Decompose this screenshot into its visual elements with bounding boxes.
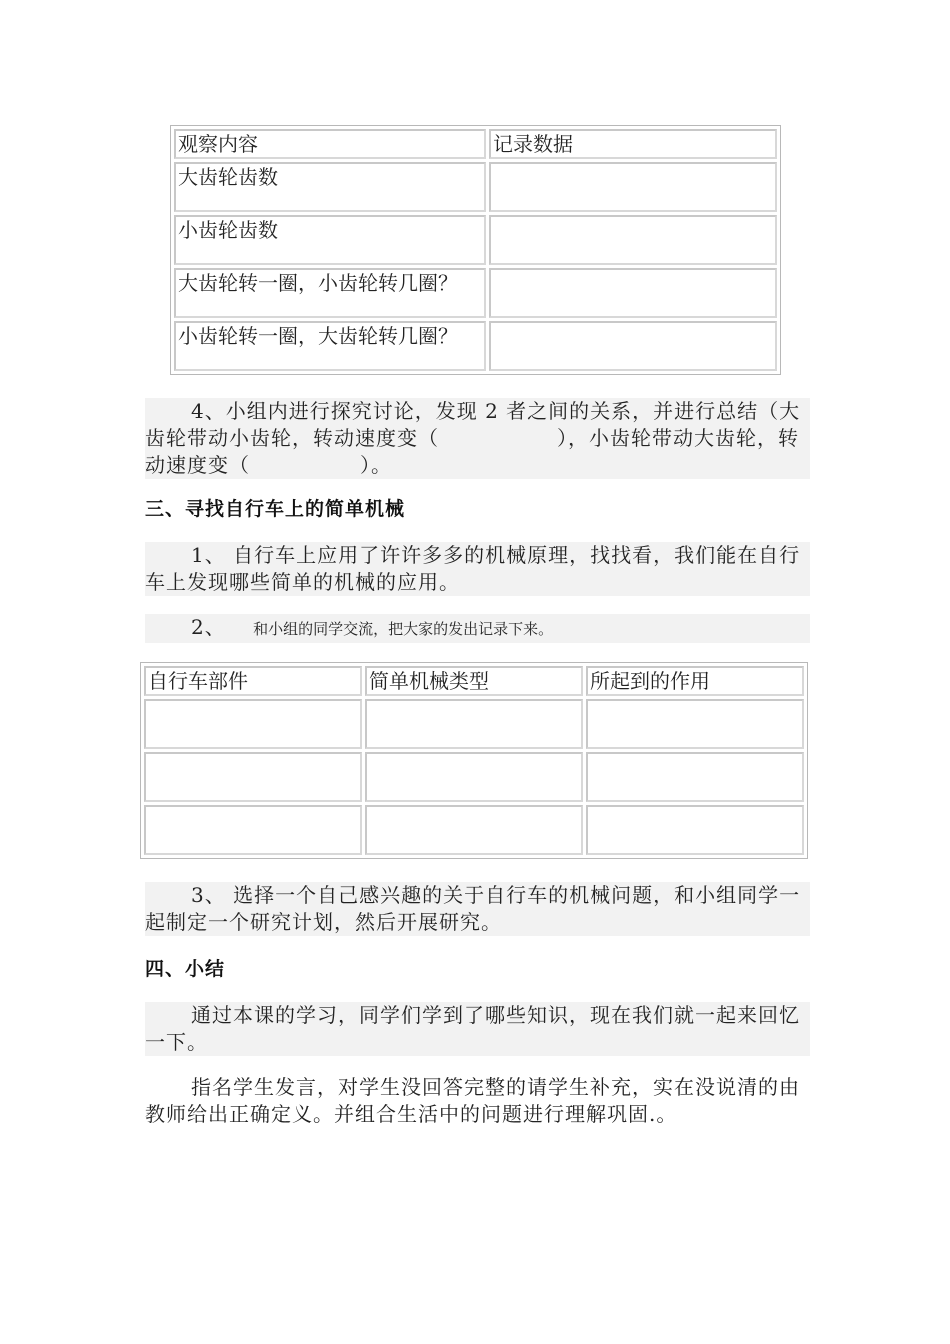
table-cell-empty xyxy=(365,752,583,802)
table-cell-empty xyxy=(489,215,777,265)
table-cell: 大齿轮齿数 xyxy=(174,162,486,212)
table-header-cell: 简单机械类型 xyxy=(365,666,583,696)
research-plan-paragraph: 3、 选择一个自己感兴趣的关于自行车的机械问题，和小组同学一起制定一个研究计划，然后开展研究。 xyxy=(145,882,810,936)
table-cell: 小齿轮转一圈，大齿轮转几圈？ xyxy=(174,321,486,371)
table-header-cell: 观察内容 xyxy=(174,129,486,159)
bicycle-machine-table xyxy=(140,662,808,859)
table-row xyxy=(174,162,777,212)
table-cell-empty xyxy=(365,699,583,749)
table-row xyxy=(144,699,804,749)
table-cell-empty xyxy=(586,805,804,855)
table-row xyxy=(174,321,777,371)
paragraph-text: 和小组的同学交流，把大家的发出记录下来。 xyxy=(253,620,554,638)
table-cell: 小齿轮齿数 xyxy=(174,215,486,265)
summary-paragraph xyxy=(145,398,810,479)
table-header-row xyxy=(174,129,777,159)
summary-text-part3: ）。 xyxy=(360,453,392,477)
table-cell-empty xyxy=(586,752,804,802)
table-row xyxy=(144,805,804,855)
table-header-cell: 所起到的作用 xyxy=(586,666,804,696)
table-cell-empty xyxy=(489,268,777,318)
section4-paragraph-1: 通过本课的学习，同学们学到了哪些知识，现在我们就一起来回忆一下。 xyxy=(145,1002,810,1056)
section-heading: 三、寻找自行车上的简单机械 xyxy=(145,498,406,520)
table-cell-empty xyxy=(144,752,362,802)
table-header-row xyxy=(144,666,804,696)
table-header-cell: 自行车部件 xyxy=(144,666,362,696)
section4-paragraph-2: 指名学生发言，对学生没回答完整的请学生补充，实在没说清的由教师给出正确定义。并组合生活中的问题进行理解巩固.。 xyxy=(145,1075,800,1126)
table-row xyxy=(144,752,804,802)
table-cell-empty xyxy=(489,162,777,212)
table-cell-empty xyxy=(144,699,362,749)
table-row xyxy=(174,268,777,318)
section3-paragraph-1: 1、 自行车上应用了许许多多的机械原理，找找看，我们能在自行车上发现哪些简单的机械的应用。 xyxy=(145,542,810,596)
section3-paragraph-2 xyxy=(145,614,810,643)
paragraph-number: 2、 xyxy=(191,615,226,639)
gear-observation-table xyxy=(170,125,781,375)
section-heading: 四、小结 xyxy=(145,958,226,980)
table-cell-empty xyxy=(365,805,583,855)
table-cell-empty xyxy=(144,805,362,855)
table-row xyxy=(174,215,777,265)
table-header-cell: 记录数据 xyxy=(489,129,777,159)
table-cell-empty xyxy=(586,699,804,749)
summary-text-part2: ），小齿轮带动大齿轮，转动速度变（ xyxy=(145,426,799,477)
summary-text-part1: 4、小组内进行探究讨论，发现 2 者之间的关系，并进行总结（大齿轮带动小齿轮，转动速度变（ xyxy=(145,399,801,450)
table-cell: 大齿轮转一圈，小齿轮转几圈？ xyxy=(174,268,486,318)
table-cell-empty xyxy=(489,321,777,371)
